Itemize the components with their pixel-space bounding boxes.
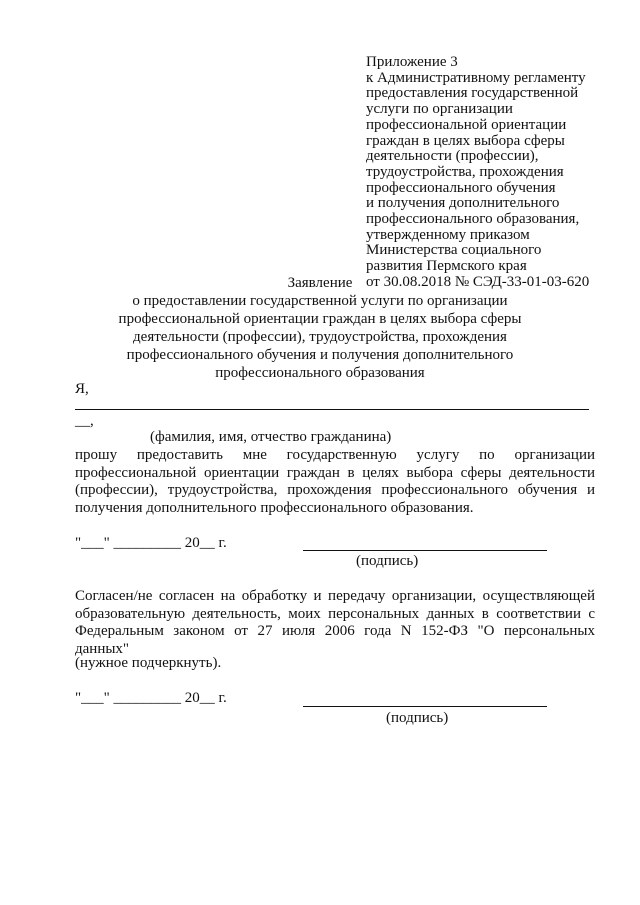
ya-label: Я, [75,381,89,397]
appendix-line: профессионального обучения [366,179,556,196]
consent-note: (нужное подчеркнуть). [75,655,222,671]
request-line: профессиональной ориентации граждан в целях выбора сферы деятельности [75,464,595,481]
request-paragraph [75,447,595,517]
fio-line-2[interactable]: __, [75,413,94,429]
request-line: получения дополнительного профессионального образования. [75,499,474,516]
fio-line-1[interactable] [75,409,589,410]
appendix-line: граждан в целях выбора сферы [366,132,565,149]
title-line: деятельности (профессии), трудоустройства, прохождения [133,329,507,345]
consent-paragraph [75,588,595,658]
appendix-line: к Административному регламенту [366,69,586,86]
request-line: прошу предоставить мне государственную услугу по организации [75,447,595,463]
appendix-line: Министерства социального [366,242,542,259]
appendix-line: профессионального образования, [366,211,580,228]
request-line: (профессии), трудоустройства, прохождения профессионального обучения и [75,482,595,498]
title-line: профессионального образования [215,365,425,381]
appendix-line: предоставления государственной [366,85,579,102]
signature-line-2[interactable] [303,706,547,707]
appendix-line: услуги по организации [366,101,513,118]
appendix-line: Приложение 3 [366,54,458,70]
appendix-line: развития Пермского края [366,258,527,275]
consent-line: Федеральным законом от 27 июля 2006 года N 152-ФЗ "О персональных [75,623,595,639]
appendix-line: деятельности (профессии), [366,148,539,165]
consent-line: Согласен/не согласен на обработку и передачу организации, осуществляющей [75,588,595,604]
title-line: о предоставлении государственной услуги по организации [132,293,508,309]
title-line: профессиональной ориентации граждан в целях выбора сферы [118,311,522,327]
appendix-block [366,55,616,291]
title-line: профессионального обучения и получения дополнительного [126,347,514,363]
signature-caption-2: (подпись) [386,710,449,726]
appendix-line: утвержденному приказом [366,226,530,243]
date-field-1[interactable]: "___" _________ 20__ г. [75,535,227,551]
consent-line: данных" [75,640,130,657]
signature-line-1[interactable] [303,550,547,551]
consent-line: образовательную деятельность, моих персональных данных в соответствии с [75,605,595,622]
signature-caption-1: (подпись) [356,553,419,569]
appendix-line: профессиональной ориентации [366,116,567,133]
fio-caption: (фамилия, имя, отчество гражданина) [150,429,392,445]
appendix-line: трудоустройства, прохождения [366,163,564,180]
appendix-line: от 30.08.2018 № СЭД-33-01-03-620 [366,273,590,290]
date-field-2[interactable]: "___" _________ 20__ г. [75,690,227,706]
appendix-line: и получения дополнительного [366,195,560,212]
document-title: Заявление [287,275,353,291]
title-block [60,274,580,382]
